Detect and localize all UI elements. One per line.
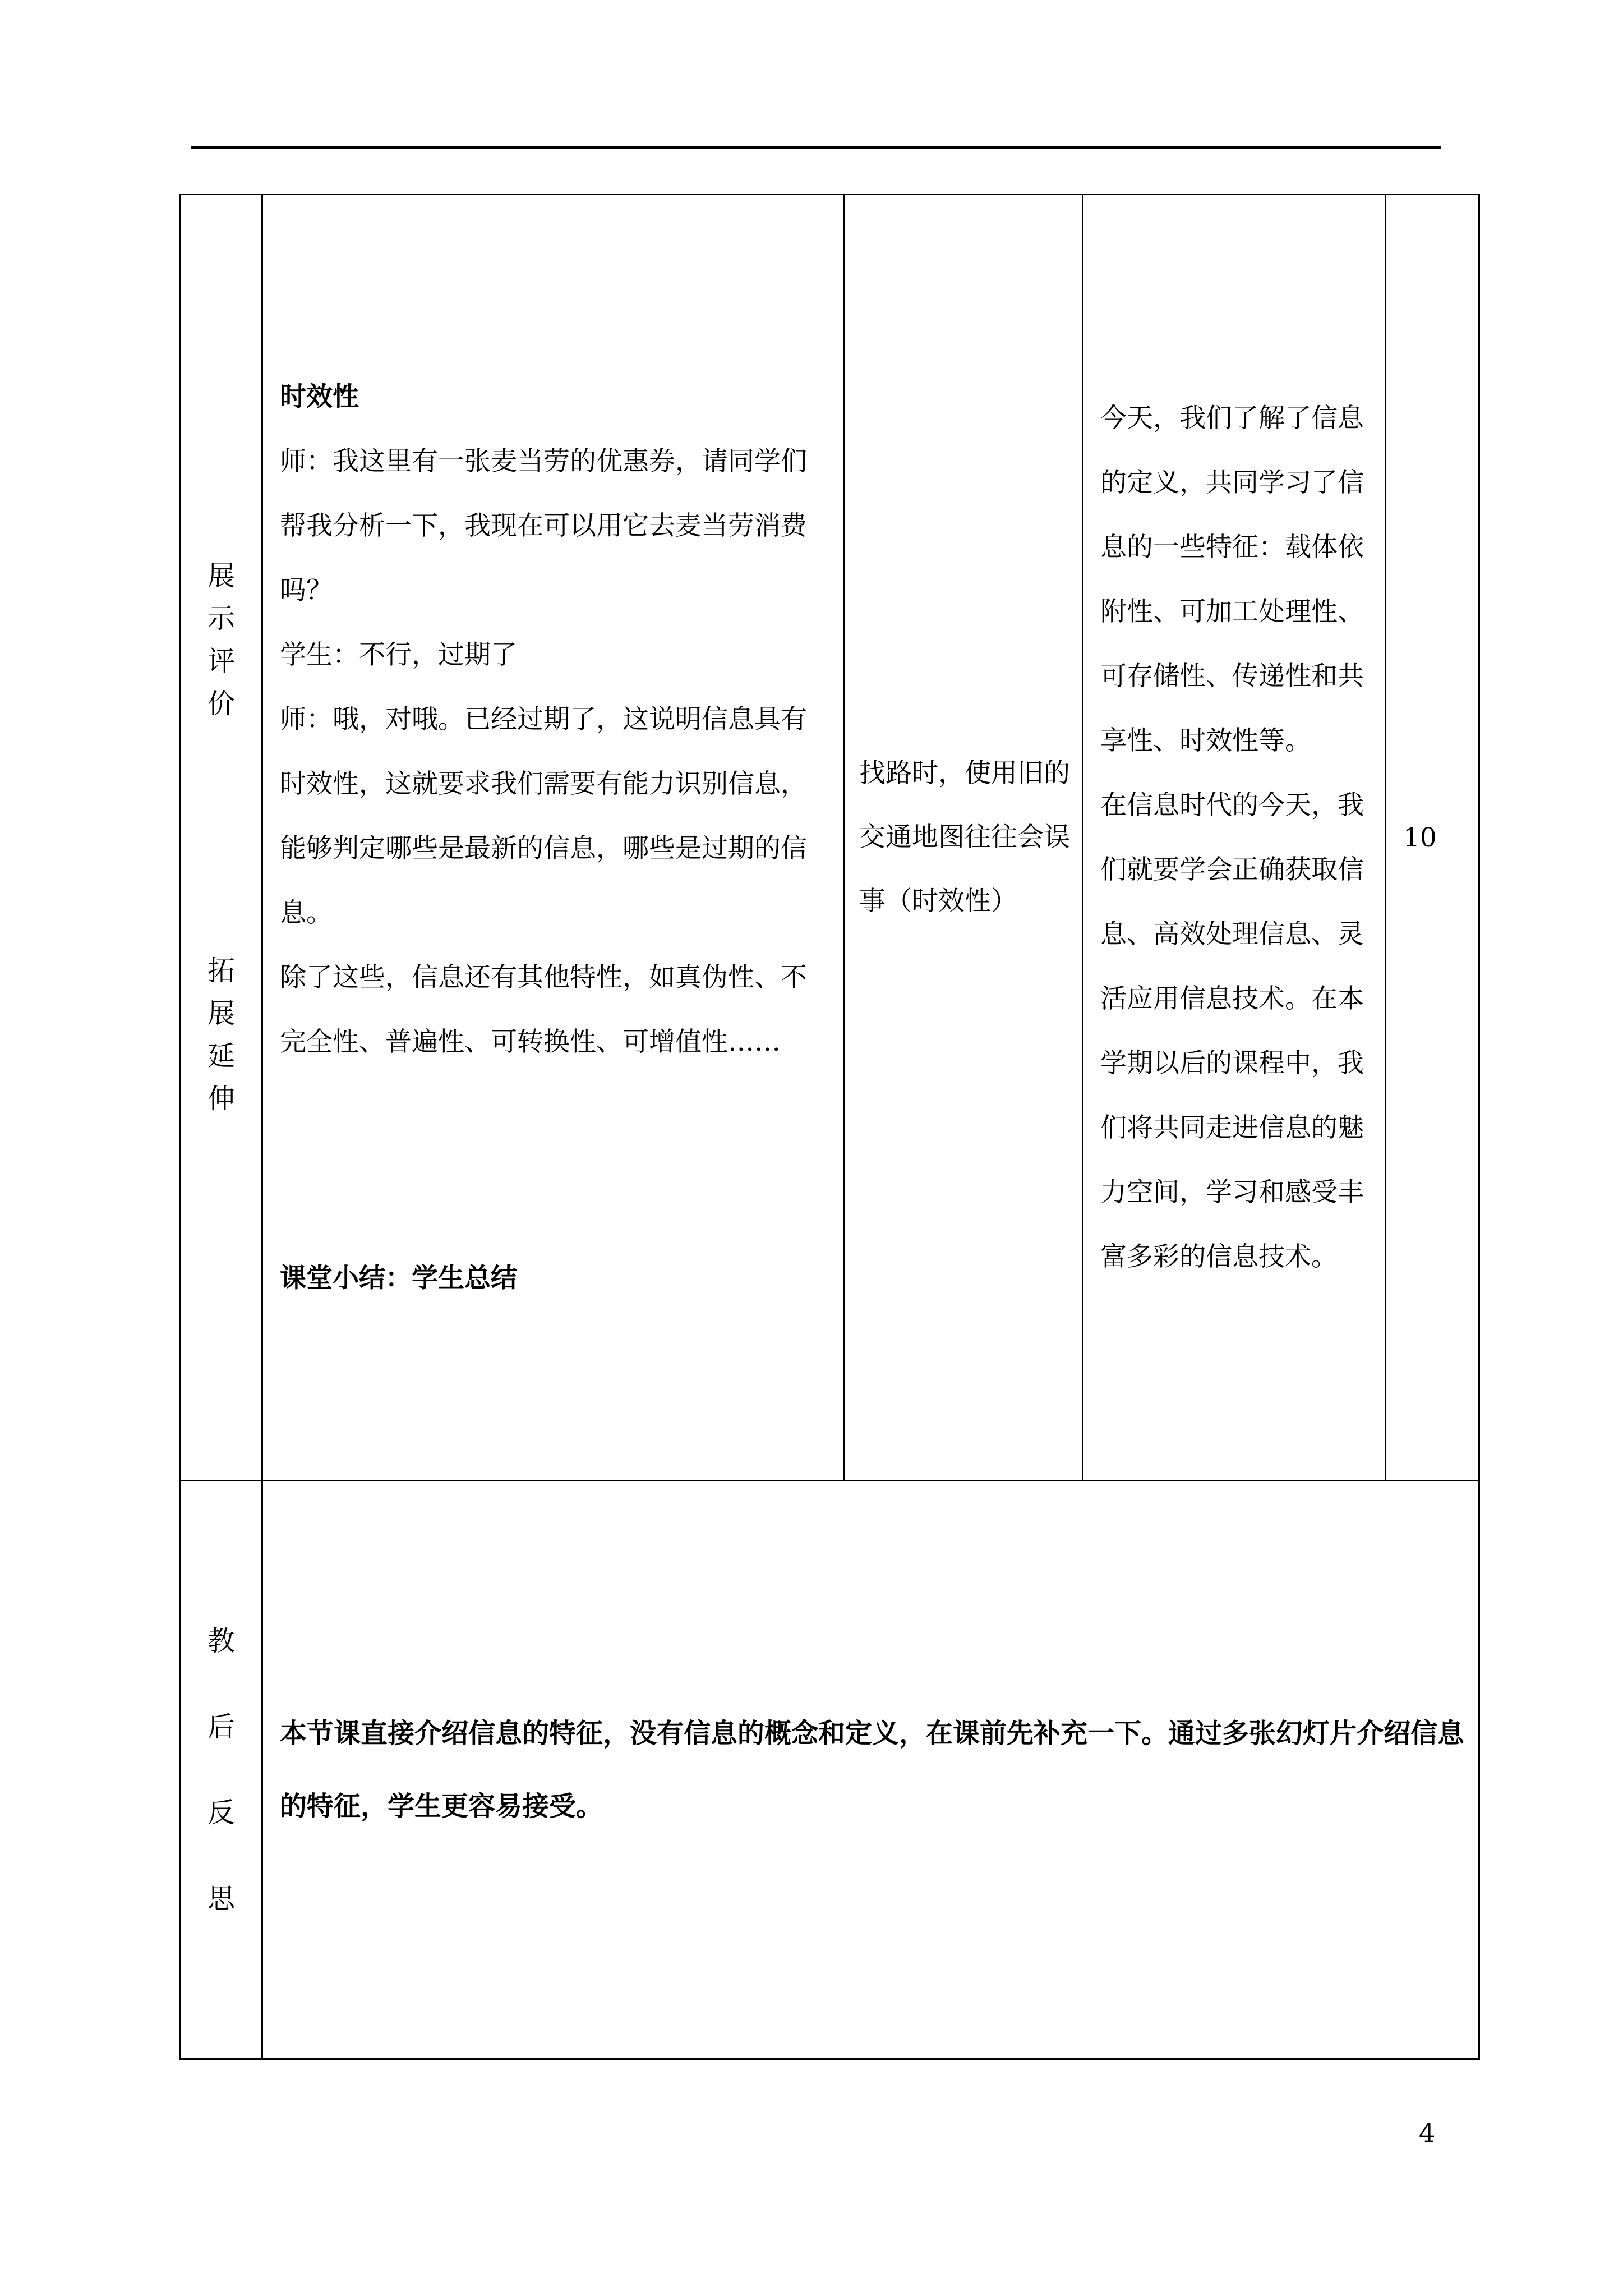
reflection-label-char: 教: [207, 1625, 235, 1657]
stage-label-cell: [181, 195, 262, 1481]
example-cell: 找路时，使用旧的交通地图往往会误事（时效性）: [845, 195, 1083, 1481]
stage-label-char: 拓: [207, 955, 235, 987]
page-number: 4: [1419, 2118, 1436, 2148]
stage-label-char: 示: [207, 602, 235, 634]
stage-label-char: 评: [207, 645, 235, 677]
teaching-process-cell: [262, 195, 845, 1481]
dialogue-paragraph: 师：哦，对哦。已经过期了，这说明信息具有时效性，这就要求我们需要有能力识别信息，能够判定哪些是最新的信息，哪些是过期的信息。: [280, 704, 807, 928]
reflection-label-char: 思: [207, 1883, 235, 1915]
dialogue-paragraph: 除了这些，信息还有其他特性，如真伪性、不完全性、普遍性、可转换性、可增值性……: [280, 962, 807, 1057]
reflection-text-cell: 本节课直接介绍信息的特征，没有信息的概念和定义，在课前先补充一下。通过多张幻灯片介绍信息的特征，学生更容易接受。: [262, 1481, 1479, 2059]
lesson-plan-table: [179, 194, 1480, 2060]
stage-label-char: 伸: [207, 1083, 235, 1115]
time-cell: 10: [1386, 195, 1479, 1481]
dialogue-paragraph: 学生：不行，过期了: [280, 639, 517, 670]
summary-cell: [1083, 195, 1386, 1481]
stage-label-char: 延: [207, 1040, 235, 1072]
class-summary-heading: 课堂小结：学生总结: [280, 1263, 517, 1294]
summary-paragraph: 在信息时代的今天，我们就要学会正确获取信息、高效处理信息、灵活应用信息技术。在本学期以后的课程中，我们将共同走进信息的魅力空间，学习和感受丰富多彩的信息技术。: [1100, 790, 1364, 1272]
stage-label-char: 展: [207, 997, 235, 1029]
reflection-label-char: 后: [207, 1711, 235, 1743]
summary-paragraph: 今天，我们了解了信息的定义，共同学习了信息的一些特征：载体依附性、可加工处理性、可存储性、传递性和共享性、时效性等。: [1100, 403, 1364, 756]
reflection-label-char: 反: [207, 1797, 235, 1829]
dialogue-paragraph: 师：我这里有一张麦当劳的优惠券，请同学们帮我分析一下，我现在可以用它去麦当劳消费吗？: [280, 446, 807, 606]
stage-label-char: 展: [207, 560, 235, 592]
table-row: [181, 195, 1479, 1481]
stage-label-char: 价: [207, 688, 235, 720]
table-row: [181, 1481, 1479, 2059]
header-rule: [191, 146, 1441, 149]
reflection-label-cell: [181, 1481, 262, 2059]
section-heading: 时效性: [280, 381, 359, 412]
